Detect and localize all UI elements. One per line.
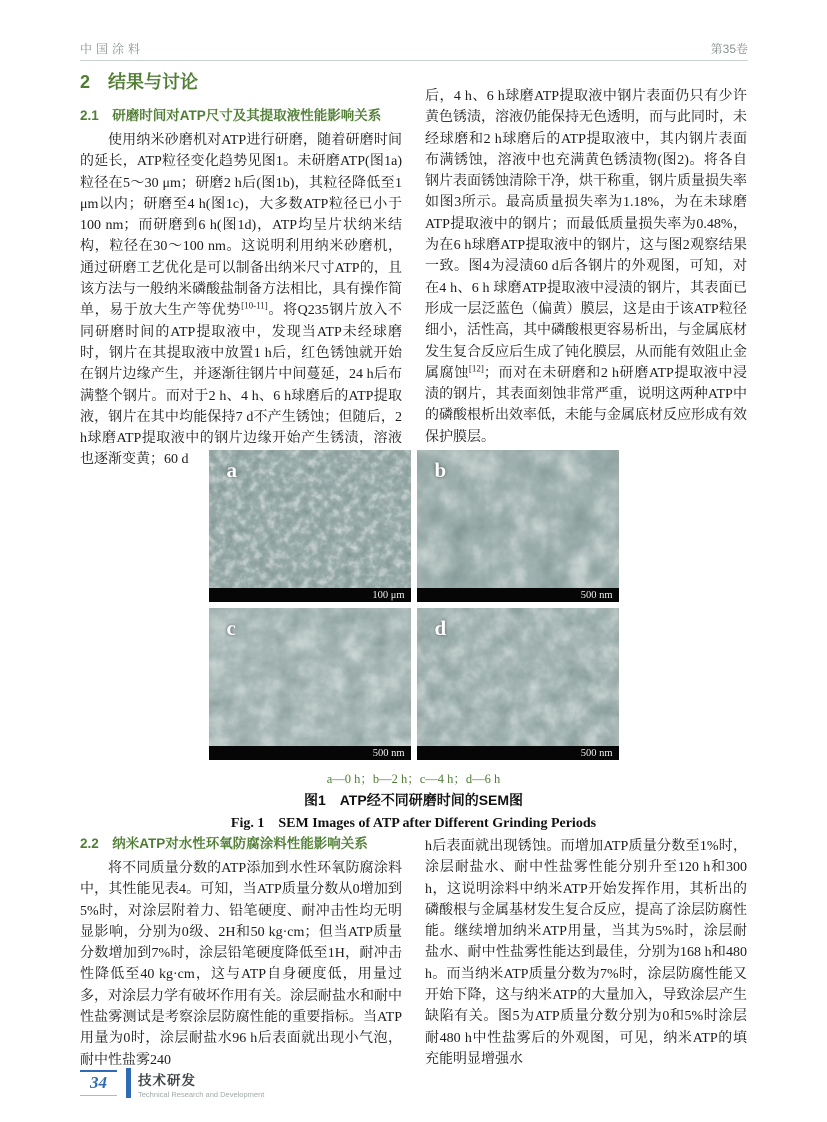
- paragraph-2-1-left: [80, 130, 402, 471]
- volume-label: 第35卷: [710, 42, 748, 56]
- page-number: 34: [90, 1073, 107, 1092]
- section-2-2-heading: 2.2 纳米ATP对水性环氧防腐涂料性能影响关系: [80, 836, 368, 851]
- figure-1-legend: a—0 h；b—2 h；c—4 h；d—6 h: [326, 772, 501, 786]
- column-bottom-left: [80, 832, 402, 1071]
- running-header: [80, 40, 748, 61]
- panel-label-b: b: [434, 458, 447, 482]
- figure-1: [0, 450, 827, 832]
- sem-image-a: [209, 450, 411, 602]
- paragraph-text: ；而对在未研磨和2 h研磨ATP提取液中浸渍的钢片，其表面刻蚀非常严重，说明这两种ATP中的磷酸根析出效率低，未能与金属底材反应形成有效保护膜层。: [425, 365, 747, 445]
- paragraph-text: 。将Q235钢片放入不同研磨时间的ATP提取液中，发现当ATP未经球磨时，钢片在其提取液中放置1 h后，红色锈蚀就开始在钢片边缘产生，并逐渐往钢片中间蔓延，24 h后布满整个钢片。而对于2 h、4 h、6 h球磨后的ATP提取液，钢片在其中均能保持7 d不产生锈蚀；但随后，2 h球磨ATP提取液中的钢片边缘开始产生锈渍，溶液也逐渐变黄；60 d: [80, 303, 402, 468]
- column-top-right: [425, 86, 747, 448]
- footer-section-en: Technical Research and Development: [138, 1090, 265, 1099]
- citation-ref-10-11: [10-11]: [241, 300, 268, 311]
- figure-1-caption-en: Fig. 1 SEM Images of ATP after Different Grinding Periods: [230, 816, 597, 831]
- footer-section-cn: 技术研发: [138, 1073, 196, 1088]
- panel-label-c: c: [226, 616, 236, 640]
- panel-label-a: a: [226, 458, 237, 482]
- paragraph-2-1-right: [425, 86, 747, 448]
- section-2-heading: 2 结果与讨论: [80, 72, 199, 92]
- scale-label: 500 nm: [580, 747, 613, 759]
- column-bottom-right: [425, 836, 747, 1070]
- page-number-box: [80, 1070, 117, 1096]
- paragraph-text: 使用纳米砂磨机对ATP进行研磨，随着研磨时间的延长，ATP粒径变化趋势见图1。未研磨ATP(图1a)粒径在5～30 μm；研磨2 h后(图1b)，其粒径降低至1 μm以内；研磨至4 h(图1c)，大多数ATP粒径已小于100 nm；而研磨到6 h(图1d)，ATP均呈片状纳米结构，粒径在30～100 nm。这说明利用纳米砂磨机，通过研磨工艺优化是可以制备出纳米尺寸ATP的，且该方法与一般纳米磷酸盐制备方法相比，具有操作简单，易于放大生产等优势: [80, 133, 402, 319]
- figure-1-caption-cn: 图1 ATP经不同研磨时间的SEM图: [303, 792, 524, 808]
- paragraph-2-2-left: 将不同质量分数的ATP添加到水性环氧防腐涂料中，其性能见表4。可知，当ATP质量分数从0增加到5%时，对涂层附着力、铅笔硬度、耐冲击性均无明显影响，分别为0级、2H和50 kg·cm；但当ATP质量分数增加到7%时，涂层铅笔硬度降低至1H，耐冲击性降低至40 kg·cm，这与ATP自身硬度低，用量过多，对涂层力学有破坏作用有关。涂层耐盐水和耐中性盐雾测试是考察涂层防腐性能的重要指标。当ATP用量为0时，涂层耐盐水96 h后表面就出现小气泡，耐中性盐雾240: [80, 861, 402, 1068]
- section-2-1-heading: 2.1 研磨时间对ATP尺寸及其提取液性能影响关系: [80, 108, 382, 123]
- paragraph-2-2-right: h后表面就出现锈蚀。而增加ATP质量分数至1%时，涂层耐盐水、耐中性盐雾性能分别升至120 h和300 h，这说明涂料中纳米ATP开始发挥作用，其析出的磷酸根与金属基材发生复合反应，提高了涂层防腐性能。继续增加纳米ATP用量，当其为5%时，涂层耐盐水、耐中性盐雾性能达到最佳，分别为168 h和480 h。而当纳米ATP质量分数为7%时，涂层防腐性能又开始下降，这与纳米ATP的大量加入，导致涂层产生缺陷有关。图5为ATP质量分数分别为0和5%时涂层耐480 h中性盐雾后的外观图，可见，纳米ATP的填充能明显增强水: [425, 839, 747, 1067]
- scale-bar: [417, 746, 619, 760]
- scale-bar: [209, 746, 411, 760]
- journal-title: 中国涂料: [80, 42, 145, 56]
- page-footer: [80, 1068, 264, 1099]
- scale-bar: [209, 588, 411, 602]
- panel-label-d: d: [434, 616, 447, 640]
- sem-image-b: [417, 450, 619, 602]
- scale-label: 100 μm: [372, 589, 405, 601]
- sem-image-grid: [209, 450, 619, 760]
- scale-label: 500 nm: [580, 589, 613, 601]
- sem-image-c: [209, 608, 411, 760]
- scale-bar: [417, 588, 619, 602]
- scale-label: 500 nm: [372, 747, 405, 759]
- column-top-left: [80, 68, 402, 471]
- citation-ref-12: [12]: [468, 363, 484, 374]
- paragraph-text: 后，4 h、6 h球磨ATP提取液中钢片表面仍只有少许黄色锈渍，溶液仍能保持无色透明，而与此同时，未经球磨和2 h球磨后的ATP提取液中，其内钢片表面布满锈蚀，溶液中也充满黄色锈渍物(图2)。将各自钢片表面锈蚀清除干净，烘干称重，钢片质量损失率如图3所示。最高质量损失率为1.18%，为在未球磨ATP提取液中的钢片；而最低质量损失率为0.48%，为在6 h球磨ATP提取液中的钢片，这与图2观察结果一致。图4为浸渍60 d后各钢片的外观图，可知，对在4 h、6 h 球磨ATP提取液中浸渍的钢片，其表面已形成一层泛蓝色（偏黄）膜层，这是由于该ATP粒径细小，活性高，其中磷酸根更容易析出，与金属底材发生复合反应后生成了钝化膜层，从而能有效阻止金属腐蚀: [425, 89, 747, 381]
- footer-section: [138, 1068, 264, 1099]
- footer-divider-bar: [126, 1068, 131, 1098]
- sem-image-d: [417, 608, 619, 760]
